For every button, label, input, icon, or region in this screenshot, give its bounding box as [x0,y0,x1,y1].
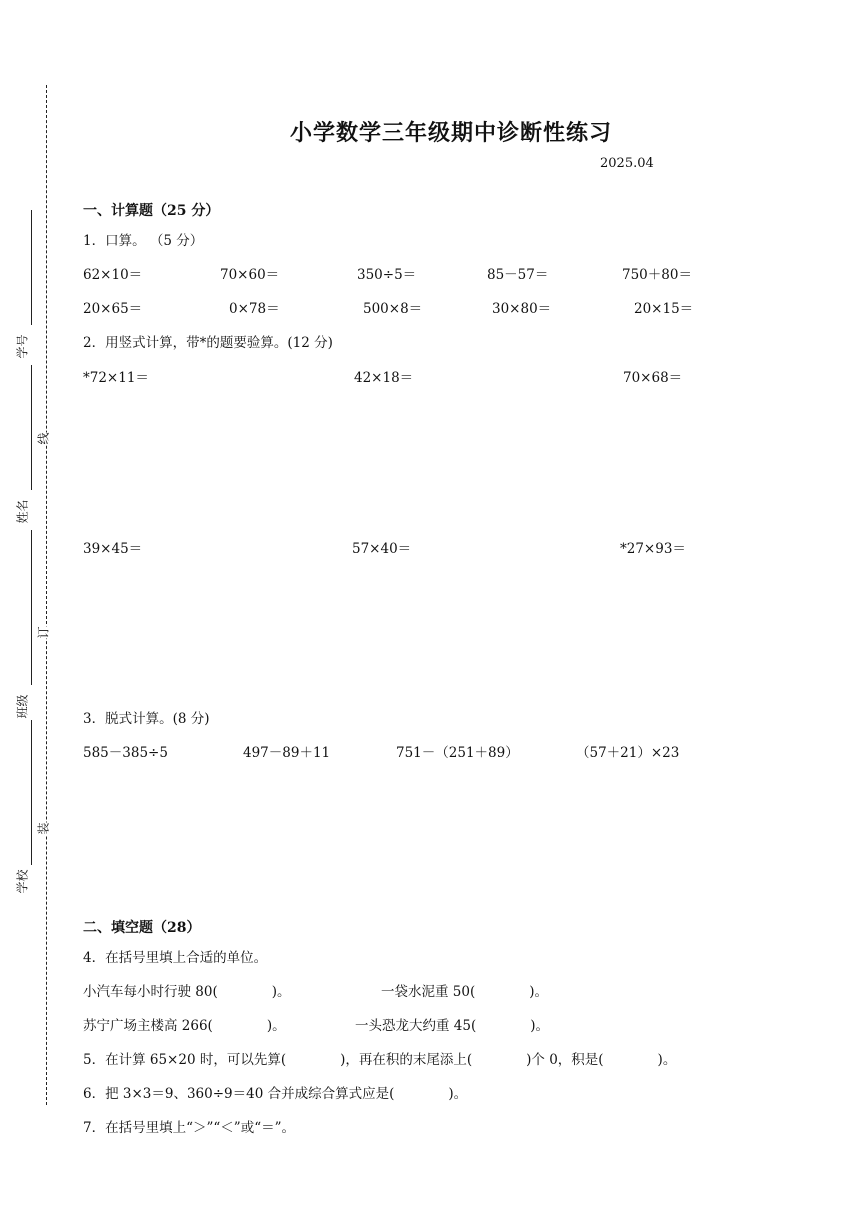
q4-blank-item: 小汽车每小时行驶 80( )。 [83,984,291,1000]
section2-heading: 二、填空题（28） [83,920,201,936]
student-no-underline [31,210,32,325]
oral-calc-item: 70×60＝ [220,267,280,283]
page-title: 小学数学三年级期中诊断性练习 [290,120,613,146]
name-label: 姓名 [15,499,30,524]
vertical-calc-item: *27×93＝ [620,541,686,557]
oral-calc-item: 20×65＝ [83,301,143,317]
oral-calc-item: 500×8＝ [363,301,423,317]
name-underline [31,365,32,490]
vertical-calc-item: 39×45＝ [83,541,143,557]
binding-dashed-line [46,85,47,1105]
step-calc-item: 497－89＋11 [243,745,331,761]
student-no-label: 学号 [15,334,30,359]
oral-calc-item: 350÷5＝ [357,267,417,283]
section1-heading: 一、计算题（25 分） [83,203,220,219]
step-calc-item: 751－（251＋89） [396,745,519,761]
q2-label: 2．用竖式计算，带*的题要验算。(12 分) [83,335,333,351]
oral-calc-item: 750＋80＝ [622,267,692,283]
q4-label: 4．在括号里填上合适的单位。 [83,950,268,966]
q4-blank-item: 苏宁广场主楼高 266( )。 [83,1018,286,1034]
oral-calc-item: 62×10＝ [83,267,143,283]
q1-label: 1．口算。 （5 分） [83,233,204,249]
oral-calc-item: 30×80＝ [492,301,552,317]
vertical-calc-item: 42×18＝ [354,370,414,386]
exam-date: 2025.04 [600,156,654,171]
q7-text: 7．在括号里填上“＞”“＜”或“＝”。 [83,1120,295,1136]
q3-label: 3．脱式计算。(8 分) [83,711,210,727]
school-label: 学校 [15,869,30,894]
binding-word-zhuang: 装 [33,822,54,834]
binding-word-ding: 订 [33,626,54,638]
class-label: 班级 [15,694,30,719]
oral-calc-item: 85－57＝ [487,267,549,283]
class-underline [31,530,32,685]
q6-text: 6．把 3×3＝9、360÷9＝40 合并成综合算式应是( )。 [83,1086,468,1102]
vertical-calc-item: *72×11＝ [83,370,149,386]
vertical-calc-item: 70×68＝ [623,370,683,386]
q4-blank-item: 一头恐龙大约重 45( )。 [355,1018,550,1034]
oral-calc-item: 20×15＝ [634,301,694,317]
oral-calc-item: 0×78＝ [229,301,280,317]
step-calc-item: （57＋21）×23 [576,745,680,761]
step-calc-item: 585－385÷5 [83,745,168,761]
school-underline [31,720,32,865]
vertical-calc-item: 57×40＝ [352,541,412,557]
q4-blank-item: 一袋水泥重 50( )。 [381,984,549,1000]
q5-text: 5．在计算 65×20 时，可以先算( )，再在积的末尾添上( )个 0，积是( )。 [83,1052,677,1068]
binding-word-line: 线 [33,432,54,444]
